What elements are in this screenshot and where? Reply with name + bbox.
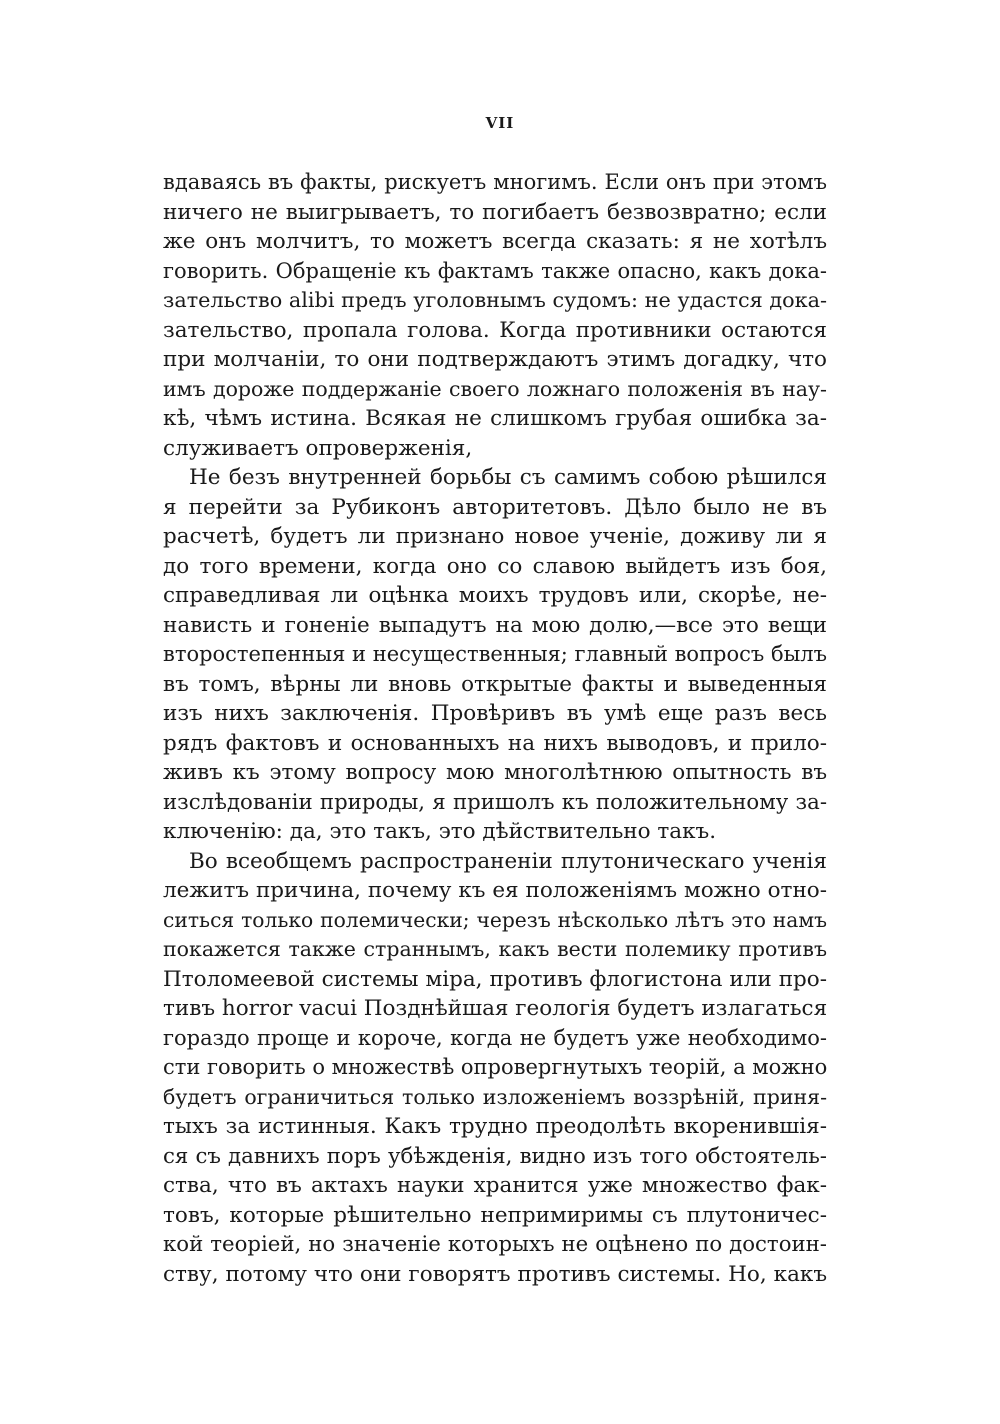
text-line: живъ къ этому вопросу мою многолѣтнюю опытность въ (163, 760, 827, 785)
text-line: имъ дороже поддержаніе своего ложнаго положенія въ нау- (163, 376, 827, 401)
text-line: Во всеобщемъ распространеніи плутоническаго ученія (189, 848, 827, 874)
text-line: при молчаніи, то они подтверждаютъ этимъ догадку, что (163, 347, 827, 372)
text-line: Птоломеевой системы міра, противъ флогистона или про- (163, 966, 827, 992)
text-line: сти говорить о множествѣ опровергнутыхъ теорій, а можно (163, 1055, 828, 1079)
text-line: говорить. Обращеніе къ фактамъ также опасно, какъ дока- (163, 258, 827, 283)
page-number: VII (485, 114, 515, 132)
text-line: лежитъ причина, почему къ ея положеніямъ можно отно- (163, 878, 827, 903)
text-line: я перейти за Рубиконъ авторитетовъ. Дѣло было не въ (163, 494, 827, 520)
text-line: гораздо проще и короче, когда не будетъ уже необходимо- (163, 1025, 827, 1050)
text-line: кой теоріей, но значеніе которыхъ не оцѣнено по достоин- (163, 1232, 827, 1257)
text-line: товъ, которые рѣшительно непримиримы съ плутоничес- (163, 1202, 827, 1228)
text-line: въ томъ, вѣрны ли вновь открытые факты и выведенныя (163, 671, 827, 697)
text-line: ничего не выигрываетъ, то погибаетъ безвозвратно; если (163, 199, 827, 225)
text-line: ству, потому что они говорятъ противъ системы. Но, какъ (163, 1261, 827, 1287)
text-line: тивъ horror vacui Позднѣйшая геологія будетъ излагаться (163, 996, 828, 1021)
text-line: служиваетъ опроверженія, (163, 435, 473, 461)
text-line: тыхъ за истинныя. Какъ трудно преодолѣть вкоренившія- (163, 1114, 827, 1139)
text-line: изслѣдованіи природы, я пришолъ къ положительному за- (163, 789, 827, 815)
text-line: же онъ молчитъ, то можетъ всегда сказать: я не хотѣлъ (163, 229, 827, 254)
text-line: Не безъ внутренней борьбы съ самимъ собою рѣшился (189, 465, 827, 490)
text-line: ключенію: да, это такъ, это дѣйствительно такъ. (163, 819, 717, 844)
text-line: до того времени, когда оно со славою выйдетъ изъ боя, (163, 553, 827, 579)
text-line: рядъ фактовъ и основанныхъ на нихъ выводовъ, и прило- (163, 730, 827, 756)
text-line: зательство, пропала голова. Когда противники остаются (163, 317, 827, 343)
text-line: покажется также страннымъ, какъ вести полемику противъ (163, 937, 827, 961)
text-line: справедливая ли оцѣнка моихъ трудовъ или, скорѣе, не- (163, 583, 827, 608)
text-line: ся съ давнихъ поръ убѣжденія, видно изъ того обстоятель- (163, 1143, 827, 1169)
text-line: вдаваясь въ факты, рискуетъ многимъ. Если онъ при этомъ (163, 170, 827, 194)
text-line: второстепенныя и несущественныя; главный вопросъ былъ (163, 642, 828, 666)
text-line: ситься только полемически; черезъ нѣсколько лѣтъ это намъ (163, 907, 827, 932)
body-text (163, 168, 827, 1289)
text-line: будетъ ограничиться только изложеніемъ воззрѣній, приня- (163, 1084, 827, 1109)
text-line: изъ нихъ заключенія. Провѣривъ въ умѣ еще разъ весь (163, 701, 827, 726)
text-line: зательство alibi предъ уголовнымъ судомъ: не удастся дока- (163, 288, 827, 312)
text-line: ства, что въ актахъ науки хранится уже множество фак- (163, 1173, 827, 1198)
text-line: кѣ, чѣмъ истина. Всякая не слишкомъ грубая ошибка за- (163, 406, 827, 431)
text-line: нависть и гоненіе выпадутъ на мою долю,—все это вещи (163, 612, 827, 638)
text-line: расчетѣ, будетъ ли признано новое ученіе, доживу ли я (163, 524, 827, 549)
